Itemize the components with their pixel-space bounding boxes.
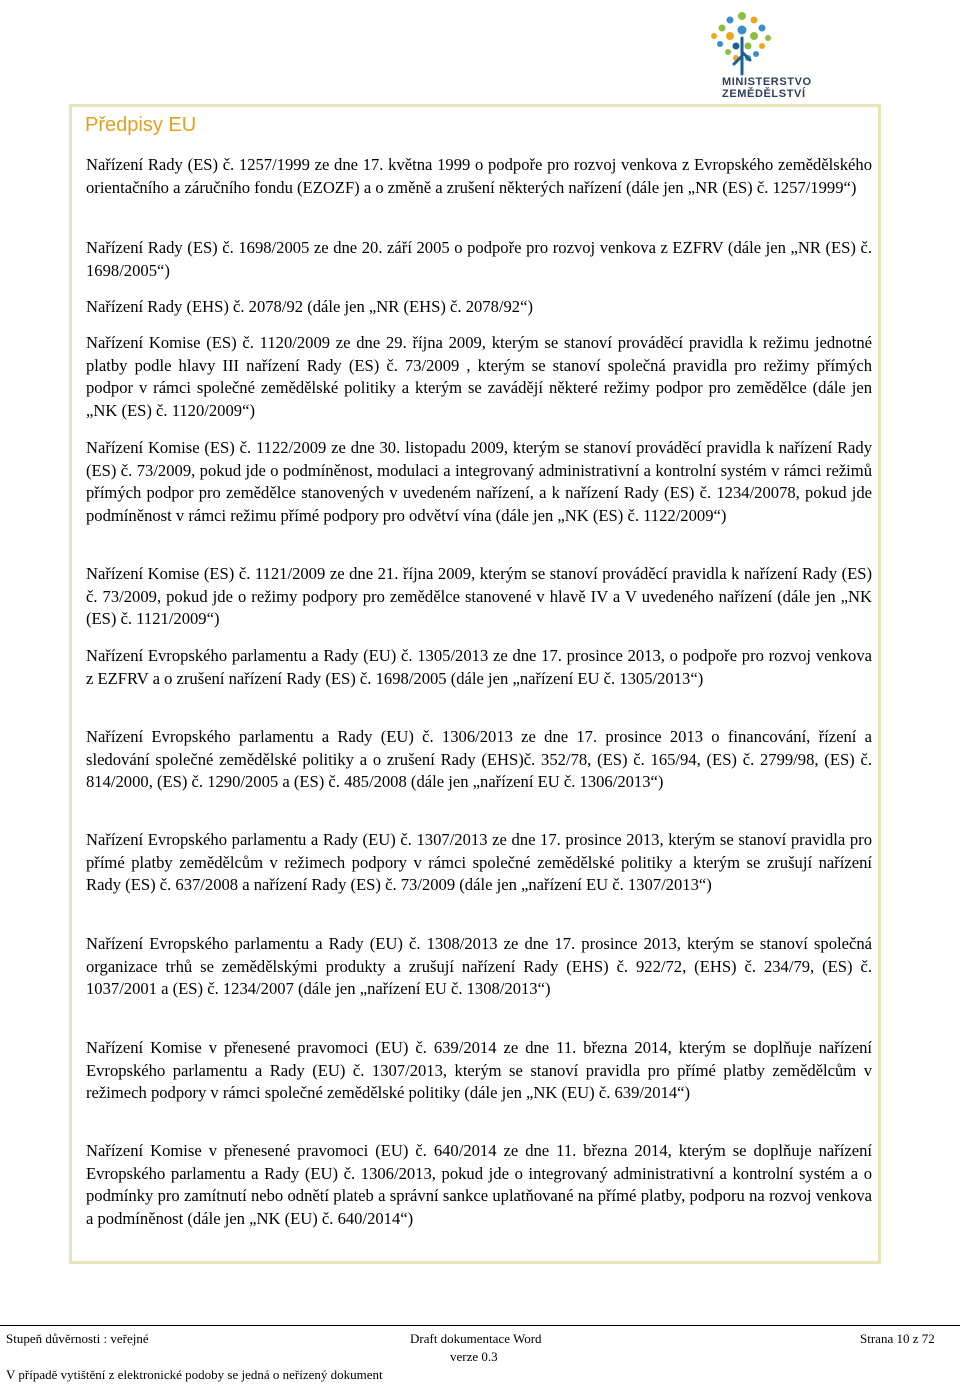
regulation-paragraph: Nařízení Komise v přenesené pravomoci (EU) č. 640/2014 ze dne 11. března 2014, kterým se doplňuje nařízení Evropského parlamentu a Rady (EU) č. 1306/2013, pokud jde o integrovaný administrativní a kontrolní systém a o podmínky pro zamítnutí nebo odnětí plateb a správní sankce uplatňované na přímé platby, podporu na rozvoj venkova a podmíněnost (dále jen „NK (EU) č. 640/2014“) [86,1141,872,1228]
regulation-paragraph: Nařízení Rady (ES) č. 1698/2005 ze dne 20. září 2005 o podpoře pro rozvoj venkova z EZFRV (dále jen „NR (ES) č. 1698/2005“) [86,238,872,280]
footer-confidentiality: Stupeň důvěrnosti : veřejné [6,1331,149,1346]
ministry-logo-text: MINISTERSTVO ZEMĚDĚLSTVÍ [722,76,812,100]
regulation-paragraph: Nařízení Komise (ES) č. 1121/2009 ze dne 21. října 2009, kterým se stanoví prováděcí pravidla k nařízení Rady (ES) č. 73/2009, pokud jde o režimy podpory pro zemědělce stanovené v hlavě IV a V uvedeného nařízení (dále jen „NK (ES) č. 1121/2009“) [86,564,872,628]
footer-doc-type: Draft dokumentace Word [410,1331,542,1346]
regulation-paragraph: Nařízení Evropského parlamentu a Rady (EU) č. 1308/2013 ze dne 17. prosince 2013, kterým se stanoví společná organizace trhů se zemědělskými produkty a zrušují nařízení Rady (EHS) č. 922/72, (EHS) č. 234/79, (ES) č. 1037/2001 a (ES) č. 1234/2007 (dále jen „nařízení EU č. 1308/2013“) [86,934,872,998]
regulation-paragraph: Nařízení Rady (EHS) č. 2078/92 (dále jen „NR (EHS) č. 2078/92“) [86,297,533,316]
regulation-paragraph: Nařízení Evropského parlamentu a Rady (EU) č. 1306/2013 ze dne 17. prosince 2013 o financování, řízení a sledování společné zemědělské politiky a o zrušení Rady (EHS)č. 352/78, (ES) č. 165/94, (ES) č. 2799/98, (ES) č. 814/2000, (ES) č. 1290/2005 a (ES) č. 485/2008 (dále jen „nařízení EU č. 1306/2013“) [86,727,872,791]
regulation-paragraph: Nařízení Evropského parlamentu a Rady (EU) č. 1307/2013 ze dne 17. prosince 2013, kterým se stanoví pravidla pro přímé platby zemědělcům v režimech podpory v rámci společné zemědělské politiky a kterým se zrušují nařízení Rady (ES) č. 637/2008 a nařízení Rady (ES) č. 73/2009 (dále jen „nařízení EU č. 1307/2013“) [86,830,872,894]
footer-page-number: Strana 10 z 72 [860,1331,935,1346]
footer-divider [0,1325,960,1326]
footer-version: verze 0.3 [450,1349,498,1364]
regulation-paragraph: Nařízení Komise v přenesené pravomoci (EU) č. 639/2014 ze dne 11. března 2014, kterým se doplňuje nařízení Evropského parlamentu a Rady (EU) č. 1307/2013, kterým se stanoví pravidla pro přímé platby zemědělcům v režimech podpory v rámci společné zemědělské politiky (dále jen „NK (EU) č. 639/2014“) [86,1038,872,1102]
regulation-paragraph: Nařízení Komise (ES) č. 1120/2009 ze dne 29. října 2009, kterým se stanoví prováděcí pravidla k režimu jednotné platby podle hlavy III nařízení Rady (ES) č. 73/2009 , kterým se stanoví společná pravidla pro režimy přímých podpor v rámci společné zemědělské politiky a kterým se zavádějí některé režimy podpor pro zemědělce (dále jen „NK (ES) č. 1120/2009“) [86,333,872,420]
regulation-paragraph: Nařízení Evropského parlamentu a Rady (EU) č. 1305/2013 ze dne 17. prosince 2013, o podpoře pro rozvoj venkova z EZFRV a o zrušení nařízení Rady (ES) č. 1698/2005 (dále jen „nařízení EU č. 1305/2013“) [86,646,872,688]
section-title: Předpisy EU [85,114,197,136]
regulation-paragraph: Nařízení Rady (ES) č. 1257/1999 ze dne 17. května 1999 o podpoře pro rozvoj venkova z Evropského zemědělského orientačního a záručního fondu (EZOZF) a o změně a zrušení některých nařízení (dále jen „NR (ES) č. 1257/1999“) [86,155,872,197]
footer-note: V případě vytištění z elektronické podoby se jedná o neřízený dokument [6,1367,383,1382]
regulation-paragraph: Nařízení Komise (ES) č. 1122/2009 ze dne 30. listopadu 2009, kterým se stanoví prováděcí pravidla k nařízení Rady (ES) č. 73/2009, pokud jde o podmíněnost, modulaci a integrovaný administrativní a kontrolní systém v rámci režimů přímých podpor pro zemědělce stanovených v uvedeném nařízení, a k nařízení Rady (ES) č. 1234/20078, pokud jde podmíněnost v rámci režimu přímé podpory pro odvětví vína (dále jen „NK (ES) č. 1122/2009“) [86,438,872,525]
